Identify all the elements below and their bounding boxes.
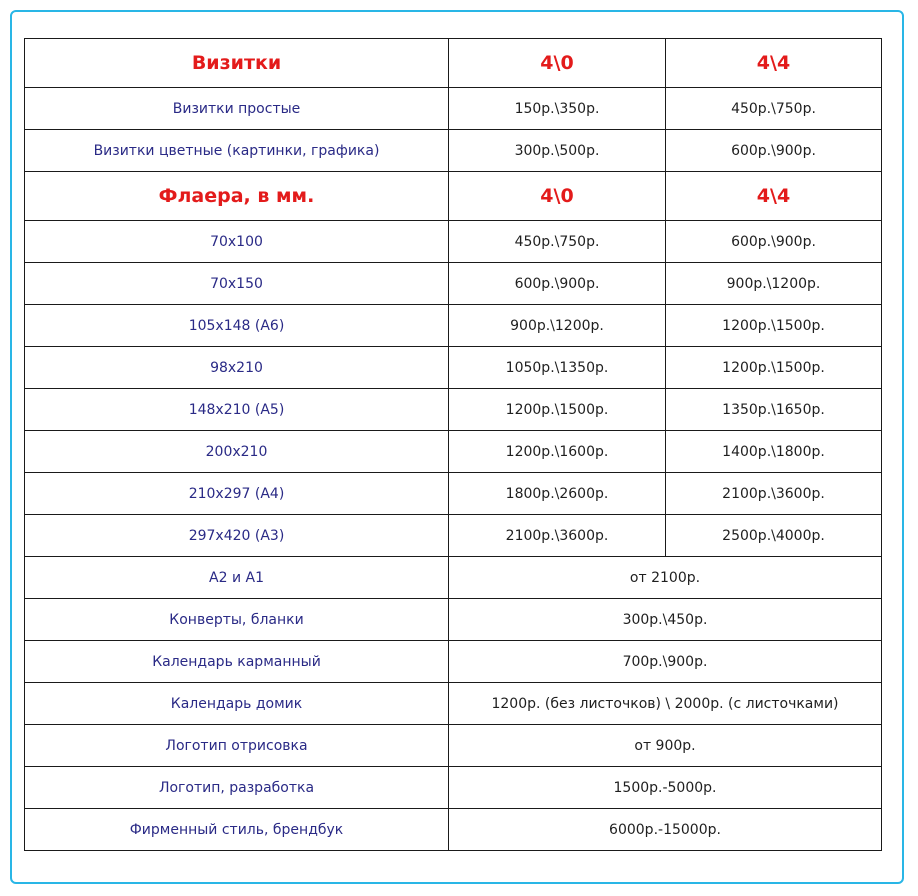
price-4-4: 2100р.\3600р.: [666, 473, 882, 515]
table-row: [25, 130, 882, 172]
table-row: [25, 641, 882, 683]
table-row: [25, 88, 882, 130]
table-row: [25, 557, 882, 599]
price-4-0: 1200р.\1500р.: [449, 389, 666, 431]
row-label: Логотип, разработка: [25, 767, 449, 809]
table-row: [25, 767, 882, 809]
table-row: [25, 305, 882, 347]
price-4-4: 1350р.\1650р.: [666, 389, 882, 431]
table-row: [25, 473, 882, 515]
price-value: 1200р. (без листочков) \ 2000р. (с листочками): [449, 683, 882, 725]
row-label: 70х100: [25, 221, 449, 263]
row-label: 148х210 (А5): [25, 389, 449, 431]
price-4-0: 150р.\350р.: [449, 88, 666, 130]
table-row: [25, 725, 882, 767]
price-value: 700р.\900р.: [449, 641, 882, 683]
row-label: 210х297 (А4): [25, 473, 449, 515]
price-4-0: 1800р.\2600р.: [449, 473, 666, 515]
price-4-0: 300р.\500р.: [449, 130, 666, 172]
price-4-0: 450р.\750р.: [449, 221, 666, 263]
price-4-0: 900р.\1200р.: [449, 305, 666, 347]
row-label: Фирменный стиль, брендбук: [25, 809, 449, 851]
price-value: 1500р.-5000р.: [449, 767, 882, 809]
price-4-0: 2100р.\3600р.: [449, 515, 666, 557]
section-title: Флаера, в мм.: [25, 172, 449, 221]
price-4-4: 900р.\1200р.: [666, 263, 882, 305]
table-row: [25, 431, 882, 473]
table-row: [25, 221, 882, 263]
price-table: [24, 38, 882, 851]
row-label: Логотип отрисовка: [25, 725, 449, 767]
price-4-0: 1050р.\1350р.: [449, 347, 666, 389]
row-label: 297х420 (А3): [25, 515, 449, 557]
row-label: Календарь домик: [25, 683, 449, 725]
price-4-0: 600р.\900р.: [449, 263, 666, 305]
table-row: [25, 389, 882, 431]
price-value: 300р.\450р.: [449, 599, 882, 641]
table-row: [25, 809, 882, 851]
row-label: Календарь карманный: [25, 641, 449, 683]
price-4-4: 1200р.\1500р.: [666, 305, 882, 347]
price-value: от 2100р.: [449, 557, 882, 599]
row-label: 70х150: [25, 263, 449, 305]
column-header-4-0: 4\0: [449, 172, 666, 221]
row-label: 98х210: [25, 347, 449, 389]
section-header-flyers: [25, 172, 882, 221]
row-label: Конверты, бланки: [25, 599, 449, 641]
price-value: от 900р.: [449, 725, 882, 767]
column-header-4-0: 4\0: [449, 39, 666, 88]
row-label: А2 и А1: [25, 557, 449, 599]
column-header-4-4: 4\4: [666, 172, 882, 221]
row-label: 200х210: [25, 431, 449, 473]
price-value: 6000р.-15000р.: [449, 809, 882, 851]
section-title: Визитки: [25, 39, 449, 88]
price-4-4: 2500р.\4000р.: [666, 515, 882, 557]
price-4-4: 600р.\900р.: [666, 130, 882, 172]
price-4-0: 1200р.\1600р.: [449, 431, 666, 473]
table-row: [25, 347, 882, 389]
table-row: [25, 263, 882, 305]
price-4-4: 600р.\900р.: [666, 221, 882, 263]
column-header-4-4: 4\4: [666, 39, 882, 88]
table-row: [25, 599, 882, 641]
price-4-4: 1200р.\1500р.: [666, 347, 882, 389]
price-4-4: 1400р.\1800р.: [666, 431, 882, 473]
section-header-business-cards: [25, 39, 882, 88]
table-row: [25, 683, 882, 725]
row-label: Визитки цветные (картинки, графика): [25, 130, 449, 172]
table-row: [25, 515, 882, 557]
price-4-4: 450р.\750р.: [666, 88, 882, 130]
row-label: Визитки простые: [25, 88, 449, 130]
row-label: 105х148 (А6): [25, 305, 449, 347]
